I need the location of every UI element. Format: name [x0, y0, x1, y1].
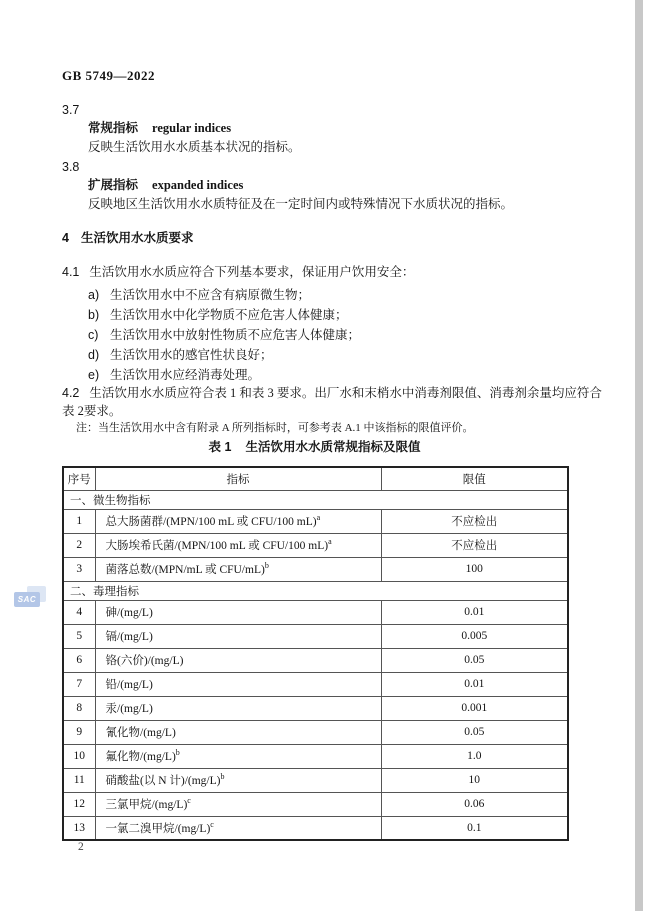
requirement-item	[88, 285, 360, 305]
table1-cell-limit: 0.01	[381, 600, 568, 624]
requirement-item	[88, 345, 360, 365]
table1-cell-limit: 0.05	[381, 720, 568, 744]
table1-row	[63, 600, 568, 624]
col-header-no: 序号	[63, 467, 95, 490]
table1-cell-indicator: 一氯二溴甲烷$/(mg/L)^c$	[95, 816, 381, 840]
table1-row	[63, 720, 568, 744]
clause-3-7-term	[88, 121, 231, 137]
table1-cell-limit: 0.1	[381, 816, 568, 840]
requirement-label: b)	[88, 308, 100, 322]
table1-section-row	[63, 581, 568, 600]
table1-cell-no: 13	[63, 816, 95, 840]
requirement-text: 生活饮用水中不应含有病原微生物；	[110, 288, 311, 302]
table1-cell-limit: 0.005	[381, 624, 568, 648]
table1-cell-limit: 不应检出	[381, 509, 568, 533]
clause-3-8-number: 3.8	[62, 160, 80, 174]
table1-cell-limit: 1.0	[381, 744, 568, 768]
clause-4-number: 4	[62, 231, 69, 245]
table1-cell-no: 10	[63, 744, 95, 768]
requirement-text: 生活饮用水的感官性状良好；	[110, 348, 273, 362]
table1-row	[63, 648, 568, 672]
clause-4-2-number: 4.2	[62, 386, 80, 400]
requirement-label: d)	[88, 348, 100, 362]
table1-cell-limit: 0.01	[381, 672, 568, 696]
clause-3-8-definition: 反映地区生活饮用水水质特征及在一定时间内或特殊情况下水质状况的指标。	[88, 197, 514, 211]
table1-header-row	[63, 467, 568, 490]
table1-row	[63, 792, 568, 816]
table1-cell-no: 3	[63, 557, 95, 581]
clause-4-2-text-line2: 表 2要求。	[62, 404, 122, 418]
table1-cell-no: 6	[63, 648, 95, 672]
table1-cell-indicator: 铅/(mg/L)	[95, 672, 381, 696]
table1-section-title: 一、微生物指标	[63, 490, 568, 509]
requirement-text: 生活饮用水中放射性物质不应危害人体健康；	[110, 328, 361, 342]
requirement-text: 生活饮用水中化学物质不应危害人体健康；	[110, 308, 348, 322]
table1-cell-limit: 0.06	[381, 792, 568, 816]
table1-cell-no: 5	[63, 624, 95, 648]
requirement-label: a)	[88, 288, 100, 302]
requirement-item	[88, 305, 360, 325]
requirement-label: c)	[88, 328, 99, 342]
requirement-item	[88, 325, 360, 345]
clause-4-2-paragraph	[62, 386, 602, 402]
table1-cell-indicator: 氰化物/(mg/L)	[95, 720, 381, 744]
table1-body	[63, 490, 568, 840]
indicator-footnote-sup: c	[210, 819, 214, 829]
indicator-footnote-sup: a	[316, 513, 321, 523]
clause-4-1-number: 4.1	[62, 265, 80, 279]
indicator-footnote-sup: a	[328, 537, 332, 547]
table1-row	[63, 768, 568, 792]
table1-cell-no: 7	[63, 672, 95, 696]
table1-row	[63, 816, 568, 840]
requirement-item	[88, 365, 360, 385]
table1-cell-indicator: 大肠埃希氏菌/(MPN/100 mL 或 CFU/100 mL)$^a$	[95, 533, 381, 557]
col-header-limit: 限值	[381, 467, 568, 490]
clause-4-2-text-line1: 生活饮用水水质应符合表 1 和表 3 要求。出厂水和末梢水中消毒剂限值、消毒剂余量均应符合	[89, 386, 602, 400]
table1-cell-indicator: 氟化物$/(mg/L)^b$	[95, 744, 381, 768]
table1-row	[63, 557, 568, 581]
col-header-indicator: 指标	[95, 467, 381, 490]
table1-cell-limit: 不应检出	[381, 533, 568, 557]
term-en: expanded indices	[152, 178, 244, 192]
table1	[62, 466, 569, 841]
clause-4-heading	[62, 231, 193, 247]
table1-cell-no: 8	[63, 696, 95, 720]
table1-section-title: 二、毒理指标	[63, 581, 568, 600]
term-zh: 常规指标	[88, 121, 139, 135]
clause-3-8-term	[88, 178, 243, 194]
indicator-footnote-sup: c	[187, 796, 191, 806]
table1-cell-indicator: 硝酸盐(以 N 计)$/(mg/L)^b$	[95, 768, 381, 792]
table1-cell-indicator: 菌落总数/(MPN/mL 或 CFU/mL)$^b$	[95, 557, 381, 581]
table1-cell-limit: 0.001	[381, 696, 568, 720]
sac-watermark-badge	[14, 592, 40, 607]
clause-4-title: 生活饮用水水质要求	[80, 231, 194, 245]
clause-4-1-paragraph	[62, 265, 414, 281]
table1-cell-no: 9	[63, 720, 95, 744]
table1-cell-indicator: 总大肠菌群/(MPN/100 mL 或 CFU/100 mL)$^a$	[95, 509, 381, 533]
requirements-list	[88, 285, 360, 385]
clause-3-7-definition: 反映生活饮用水水质基本状况的指标。	[88, 140, 301, 154]
table1-cell-indicator: 镉/(mg/L)	[95, 624, 381, 648]
table1-row	[63, 696, 568, 720]
table1-row	[63, 533, 568, 557]
requirement-text: 生活饮用水应经消毒处理。	[110, 368, 261, 382]
table1-section-row	[63, 490, 568, 509]
clause-4-1-text: 生活饮用水水质应符合下列基本要求，保证用户饮用安全：	[89, 265, 415, 279]
sac-watermark-text: SAC	[17, 595, 37, 604]
table1-row	[63, 672, 568, 696]
clause-4-2-note: 注：当生活饮用水中含有附录 A 所列指标时，可参考表 A.1 中该指标的限值评价。	[76, 422, 474, 434]
term-en: regular indices	[152, 121, 232, 135]
indicator-footnote-sup: b	[220, 772, 225, 782]
table1-cell-no: 2	[63, 533, 95, 557]
indicator-footnote-sup: b	[264, 561, 269, 571]
table1-cell-limit: 0.05	[381, 648, 568, 672]
doc-code: GB 5749—2022	[62, 68, 156, 83]
table1-caption-label: 表 1	[208, 440, 232, 454]
table1-cell-no: 11	[63, 768, 95, 792]
table1-cell-limit: 100	[381, 557, 568, 581]
table1-cell-limit: 10	[381, 768, 568, 792]
sac-watermark	[14, 586, 48, 612]
table1-cell-no: 12	[63, 792, 95, 816]
table1-cell-indicator: 铬(六价)/(mg/L)	[95, 648, 381, 672]
clause-3-7-number: 3.7	[62, 103, 80, 117]
table1-cell-no: 1	[63, 509, 95, 533]
page-number: 2	[78, 841, 84, 853]
table1-caption	[62, 440, 567, 456]
table1-cell-no: 4	[63, 600, 95, 624]
table1-cell-indicator: 三氯甲烷$/(mg/L)^c$	[95, 792, 381, 816]
page-edge-shadow	[635, 0, 643, 911]
indicator-footnote-sup: b	[175, 748, 180, 758]
term-zh: 扩展指标	[88, 178, 139, 192]
table1-row	[63, 744, 568, 768]
table1-row	[63, 624, 568, 648]
table1-row	[63, 509, 568, 533]
table1-cell-indicator: 砷/(mg/L)	[95, 600, 381, 624]
table1-cell-indicator: 汞/(mg/L)	[95, 696, 381, 720]
requirement-label: e)	[88, 368, 100, 382]
table1-caption-text: 生活饮用水水质常规指标及限值	[245, 440, 421, 454]
